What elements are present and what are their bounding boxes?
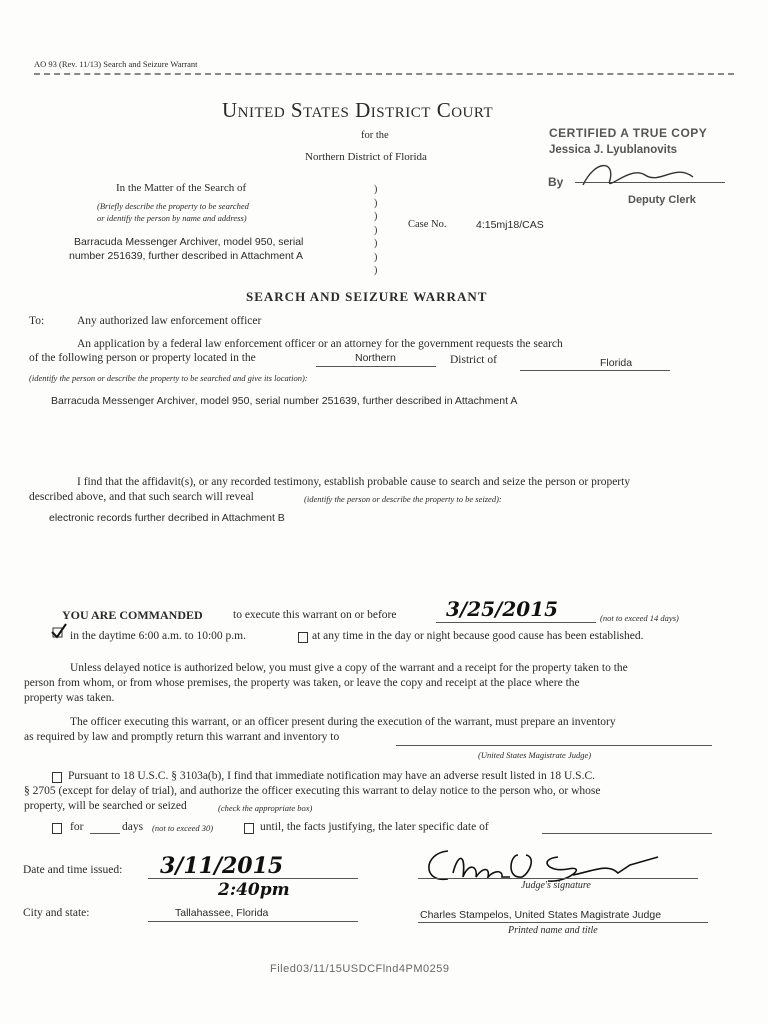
matter-instruction-1: (Briefly describe the property to be searched [97, 201, 249, 211]
to-label: To: [29, 315, 45, 327]
case-number: 4:15mj18/CAS [476, 219, 544, 231]
application-property: Barracuda Messenger Archiver, model 950, serial number 251639, further described in Attachment A [51, 395, 518, 407]
application-line-1: An application by a federal law enforcement officer or an attorney for the government requests the search [77, 338, 563, 350]
signature-caption: Judge's signature [521, 880, 591, 891]
delay-line-3: property was taken. [24, 692, 115, 704]
issued-time: 2:40pm [218, 880, 290, 900]
pursuant-line-3-note: (check the appropriate box) [218, 803, 313, 813]
inventory-line [396, 745, 712, 746]
finding-line-2: described above, and that such search will reveal [29, 491, 254, 503]
inventory-line-2: as required by law and promptly return this warrant and inventory to [24, 731, 340, 743]
to-value: Any authorized law enforcement officer [77, 315, 262, 327]
commanded-date: 3/25/2015 [446, 597, 559, 621]
delay-line-2: person from whom, or from whose premises, the property was taken, or leave the copy and receipt at the place where the [24, 677, 580, 689]
commanded-text: to execute this warrant on or before [233, 609, 397, 621]
court-district: Northern District of Florida [305, 151, 427, 163]
stamp-role: Deputy Clerk [628, 194, 696, 206]
commanded-lead: YOU ARE COMMANDED [62, 608, 203, 622]
stamp-clerk-name: Jessica J. Lyublanovits [549, 144, 678, 156]
finding-seized: electronic records further decribed in Attachment B [49, 512, 285, 524]
pursuant-line-3: property, will be searched or seized [24, 800, 187, 812]
court-for-the: for the [361, 130, 389, 141]
issued-line [148, 878, 358, 879]
issued-label: Date and time issued: [23, 864, 123, 876]
district-line [316, 366, 436, 367]
printed-name: Charles Stampelos, United States Magistrate Judge [420, 909, 662, 921]
commanded-date-line [436, 622, 596, 623]
anytime-checkbox[interactable] [298, 632, 308, 643]
form-id: AO 93 (Rev. 11/13) Search and Seizure Warrant [34, 59, 198, 69]
finding-instruction: (identify the person or describe the property to be seized): [304, 494, 502, 504]
certified-stamp: CERTIFIED A TRUE COPY [549, 126, 708, 140]
until-label: until, the facts justifying, the later specific date of [260, 821, 489, 833]
matter-heading: In the Matter of the Search of [116, 182, 247, 194]
city-value: Tallahassee, Florida [175, 907, 269, 919]
application-district-label: District of [450, 354, 497, 366]
days-note: (not to exceed 30) [152, 823, 214, 833]
state-line [520, 370, 670, 371]
inventory-caption: (United States Magistrate Judge) [478, 750, 592, 760]
inventory-line-1: The officer executing this warrant, or an officer present during the execution of the warrant, must prepare an inventory [70, 716, 616, 728]
application-line-2: of the following person or property located in the [29, 352, 256, 364]
matter-property-1: Barracuda Messenger Archiver, model 950, serial [74, 236, 304, 248]
for-days-checkbox[interactable] [52, 823, 62, 834]
issued-date: 3/11/2015 [160, 853, 284, 879]
filed-stamp: Filed03/11/15USDCFlnd4PM0259 [270, 963, 450, 975]
daytime-checked-icon[interactable] [50, 623, 70, 643]
pursuant-checkbox[interactable] [52, 772, 62, 783]
application-instruction: (identify the person or describe the property to be searched and give its location): [29, 373, 308, 383]
pursuant-line-2: § 2705 (except for delay of trial), and authorize the officer executing this warrant to delay notice to the person who, or whose [24, 785, 601, 797]
pursuant-line-1: Pursuant to 18 U.S.C. § 3103a(b), I find that immediate notification may have an adverse result listed in 18 U.S.C. [68, 770, 595, 782]
city-label: City and state: [23, 907, 90, 919]
matter-brackets: ) ) ) ) ) ) ) [374, 184, 378, 276]
matter-property-2: number 251639, further described in Attachment A [69, 250, 304, 262]
commanded-limit: (not to exceed 14 days) [600, 613, 679, 623]
printed-caption: Printed name and title [508, 925, 598, 936]
application-district: Northern [355, 352, 396, 364]
city-line [148, 921, 358, 922]
header-divider [34, 73, 734, 75]
application-state: Florida [600, 357, 633, 369]
stamp-by: By [548, 175, 564, 189]
printed-name-line [418, 922, 708, 923]
until-line [542, 833, 712, 834]
anytime-option: at any time in the day or night because good cause has been established. [312, 630, 644, 642]
clerk-signature [575, 155, 715, 195]
days-label: days [122, 821, 144, 833]
finding-line-1: I find that the affidavit(s), or any recorded testimony, establish probable cause to search and seize the person or property [77, 476, 631, 488]
daytime-option: in the daytime 6:00 a.m. to 10:00 p.m. [70, 630, 246, 642]
until-checkbox[interactable] [244, 823, 254, 834]
signature-line [418, 878, 698, 879]
court-title: United States District Court [222, 98, 494, 122]
delay-line-1: Unless delayed notice is authorized below, you must give a copy of the warrant and a receipt for the property taken to the [70, 662, 628, 674]
matter-instruction-2: or identify the person by name and address) [97, 213, 247, 223]
days-line [90, 833, 120, 834]
case-label: Case No. [408, 219, 447, 230]
for-label: for [70, 821, 84, 833]
warrant-title: SEARCH AND SEIZURE WARRANT [246, 289, 488, 304]
